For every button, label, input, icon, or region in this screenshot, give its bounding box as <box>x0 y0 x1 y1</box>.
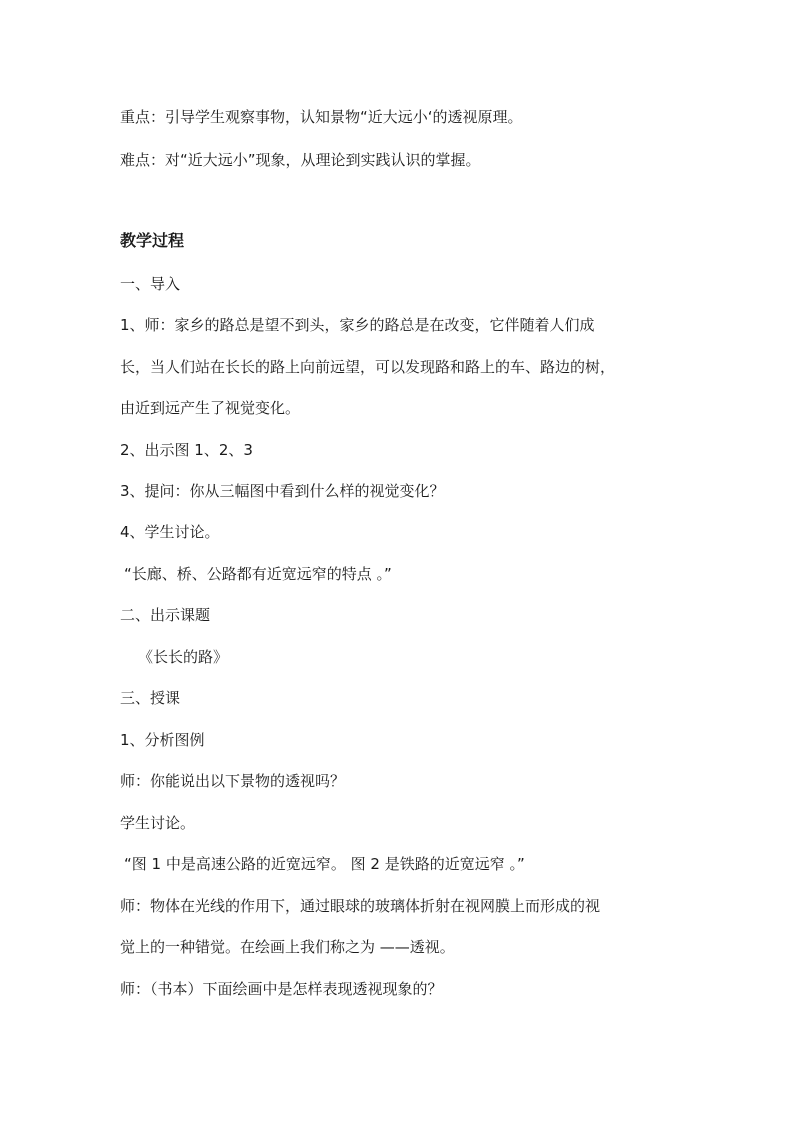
quote-1-text: “长廊、桥、公路都有近宽远窄的特点 。” <box>124 565 392 583</box>
section-title: 教学过程 <box>120 231 185 250</box>
item-4-text: 4、学生讨论。 <box>120 523 220 541</box>
part-3-title: 三、授课 <box>120 689 181 707</box>
key-point-text: 重点：引导学生观察事物，认知景物“近大远小‘的透视原理。 <box>120 108 523 126</box>
difficult-point-text: 难点：对“近大远小”现象，从理论到实践认识的掌握。 <box>120 151 481 169</box>
item-2-text: 2、出示图 1、2、3 <box>120 441 253 459</box>
item-3-text: 3、提问：你从三幅图中看到什么样的视觉变化？ <box>120 482 445 500</box>
sub-1-title: 1、分析图例 <box>120 731 205 749</box>
item-1-line-1: 1、师：家乡的路总是望不到头，家乡的路总是在改变，它伴随着人们成 <box>120 316 595 334</box>
part-1-title: 一、导入 <box>120 275 181 293</box>
teacher-explanation-line-2: 觉上的一种错觉。在绘画上我们称之为 ——透视。 <box>120 938 455 956</box>
item-1-line-3: 由近到远产生了视觉变化。 <box>120 399 301 417</box>
teacher-question-2: 师：（书本）下面绘画中是怎样表现透视现象的？ <box>120 980 443 998</box>
item-1-line-2: 长，当人们站在长长的路上向前远望，可以发现路和路上的车、路边的树， <box>120 358 616 376</box>
teacher-question-1: 师：你能说出以下景物的透视吗？ <box>120 772 346 790</box>
teacher-explanation-line-1: 师：物体在光线的作用下，通过眼球的玻璃体折射在视网膜上而形成的视 <box>120 897 601 915</box>
quote-2-text: “图 1 中是高速公路的近宽远窄。 图 2 是铁路的近宽远窄 。” <box>124 855 525 873</box>
lesson-title: 《长长的路》 <box>138 648 229 666</box>
part-2-title: 二、出示课题 <box>120 606 211 624</box>
student-discussion-text: 学生讨论。 <box>120 814 196 832</box>
